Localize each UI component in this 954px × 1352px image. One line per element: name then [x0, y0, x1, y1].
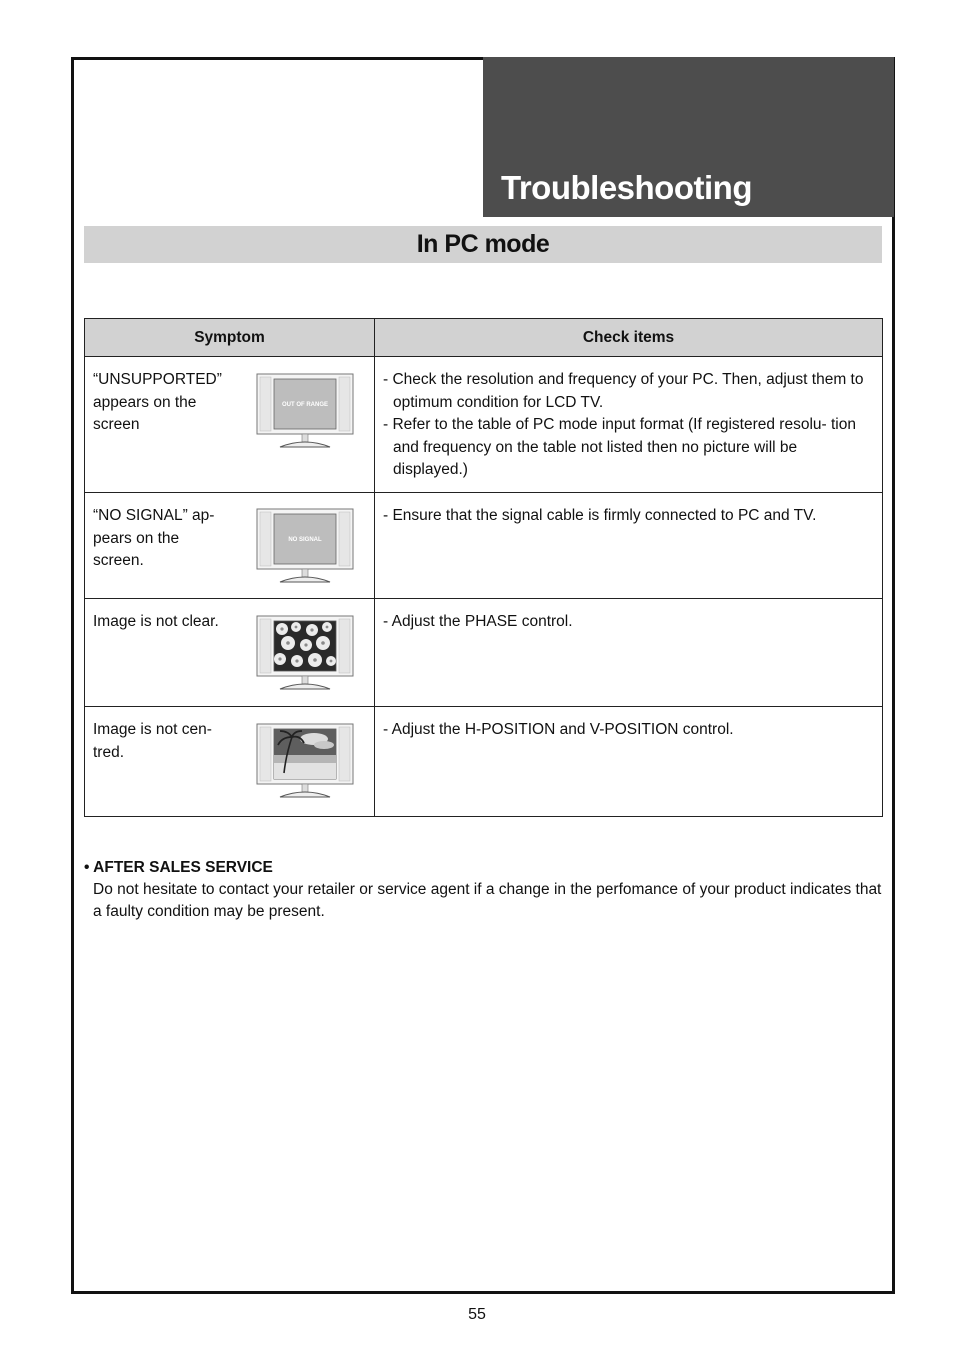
table-row [85, 707, 883, 817]
symptom-text: “NO SIGNAL” ap- pears on the screen. [93, 507, 215, 569]
symptom-text: “UNSUPPORTED” appears on the screen [93, 371, 222, 433]
check-item: - Adjust the PHASE control. [383, 613, 573, 630]
symptom-text: Image is not clear. [93, 613, 219, 630]
section-title: In PC mode [84, 226, 882, 263]
column-header-symptom: Symptom [85, 319, 375, 357]
tv-screen-text: OUT OF RANGE [282, 402, 328, 408]
tv-flowers-icon [256, 615, 354, 693]
symptom-cell [85, 707, 375, 817]
check-item: - Check the resolution and frequency of your PC. Then, adjust them to optimum condition for LCD TV. [383, 371, 864, 411]
check-item: - Refer to the table of PC mode input format (If registered resolu- tion and frequency on the table not listed then no picture will be displayed.) [383, 416, 856, 478]
page-number: 55 [468, 1306, 486, 1323]
check-item: - Ensure that the signal cable is firmly connected to PC and TV. [383, 507, 817, 524]
service-heading: • AFTER SALES SERVICE [84, 859, 273, 876]
symptom-cell [85, 357, 375, 493]
page-title: Troubleshooting [501, 169, 752, 206]
check-cell [375, 357, 883, 493]
tv-out-of-range-icon [256, 373, 354, 451]
check-cell [375, 599, 883, 707]
check-item: - Adjust the H-POSITION and V-POSITION control. [383, 721, 734, 738]
symptom-text: Image is not cen- tred. [93, 721, 212, 761]
troubleshooting-table [84, 318, 883, 817]
table-row [85, 357, 883, 493]
service-body: Do not hesitate to contact your retailer or service agent if a change in the perfomance of your product indicates that a faulty condition may be present. [93, 881, 882, 920]
table-row [85, 599, 883, 707]
after-sales-service [84, 857, 884, 923]
title-block [483, 57, 894, 217]
tv-beach-icon [256, 723, 354, 801]
check-cell [375, 493, 883, 599]
check-cell [375, 707, 883, 817]
table-header-row [85, 319, 883, 357]
tv-screen-text: NO SIGNAL [288, 537, 322, 543]
tv-no-signal-icon [256, 508, 354, 586]
column-header-check-items: Check items [375, 319, 883, 357]
symptom-cell [85, 493, 375, 599]
symptom-cell [85, 599, 375, 707]
table-row [85, 493, 883, 599]
